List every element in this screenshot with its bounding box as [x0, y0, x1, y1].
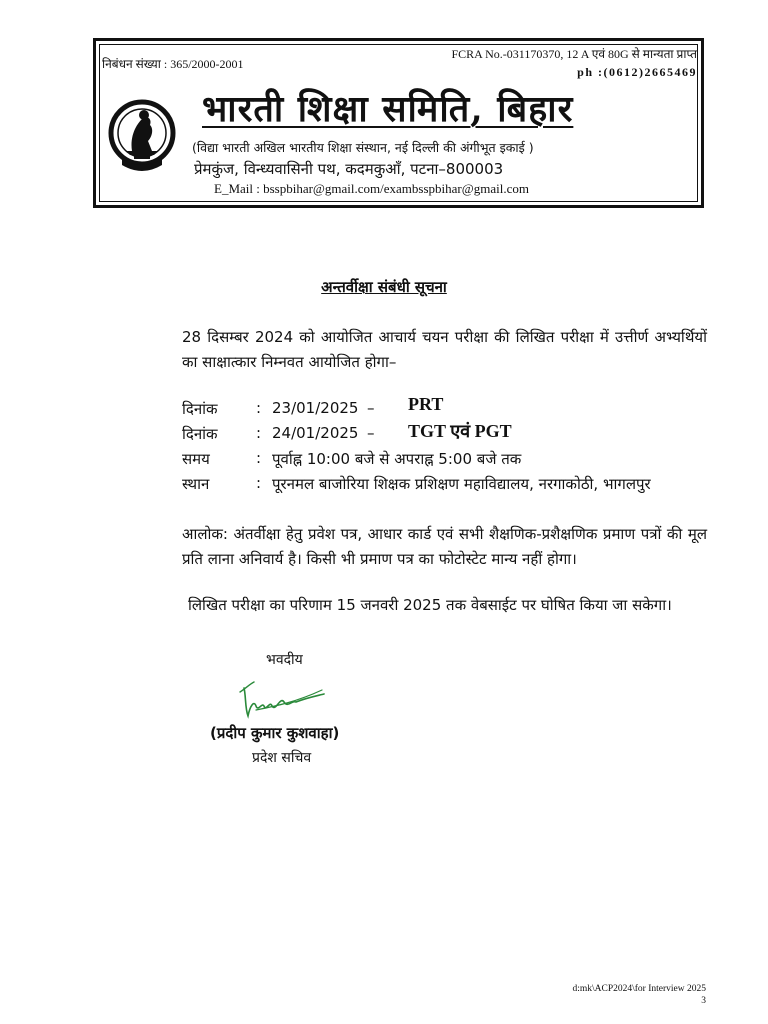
- letterhead: [93, 38, 704, 208]
- schedule-dash: –: [367, 399, 375, 417]
- schedule-label: दिनांक: [182, 400, 218, 418]
- signatory-designation: प्रदेश सचिव: [252, 750, 312, 766]
- schedule-colon: :: [256, 474, 262, 492]
- schedule-date: 23/01/2025: [272, 399, 359, 417]
- phone-number: ph :(0612)2665469: [577, 65, 697, 79]
- registration-number: निबंधन संख्या : 365/2000-2001: [102, 57, 244, 71]
- notice-title: [0, 277, 768, 297]
- page-number: 3: [701, 996, 706, 1006]
- schedule-dash: –: [367, 424, 375, 442]
- file-path: d:mk\ACP2024\for Interview 2025: [572, 984, 706, 994]
- schedule-colon: :: [256, 449, 262, 467]
- schedule-time: पूर्वाह्न 10:00 बजे से अपराह्न 5:00 बजे तक: [272, 450, 522, 468]
- notice-title-text: अन्तर्वीक्षा संबंधी सूचना: [321, 278, 447, 296]
- organization-name: भारती शिक्षा समिति, बिहार: [202, 88, 574, 130]
- schedule-label: दिनांक: [182, 425, 218, 443]
- address-line: प्रेमकुंज, विन्ध्यवासिनी पथ, कदमकुआँ, पटना–800003: [194, 160, 504, 178]
- schedule-colon: :: [256, 399, 262, 417]
- result-note: लिखित परीक्षा का परिणाम 15 जनवरी 2025 तक वेबसाईट पर घोषित किया जा सकेगा।: [188, 596, 672, 614]
- closing-salutation: भवदीय: [266, 652, 303, 668]
- email-line: E_Mail : bsspbihar@gmail.com/exambsspbihar@gmail.com: [214, 181, 529, 196]
- schedule-label: स्थान: [182, 475, 210, 493]
- affiliation-line: (विद्या भारती अखिल भारतीय शिक्षा संस्थान, नई दिल्ली की अंगीभूत इकाई ): [192, 140, 534, 155]
- schedule-category: PRT: [408, 394, 444, 414]
- schedule-category: TGT एवं PGT: [408, 421, 512, 441]
- handwritten-signature: [236, 666, 328, 724]
- signatory-name: (प्रदीप कुमार कुशवाहा): [210, 724, 340, 742]
- organization-emblem-logo: [108, 93, 176, 179]
- schedule-date: 24/01/2025: [272, 424, 359, 442]
- fcra-number: FCRA No.-031170370, 12 A एवं 80G से मान्यता प्राप्त: [451, 47, 697, 61]
- intro-paragraph: 28 दिसम्बर 2024 को आयोजित आचार्य चयन परीक्षा की लिखित परीक्षा में उत्तीर्ण अभ्यर्थियों का साक्षात्कार निम्नवत आयोजित होगा–: [182, 328, 707, 371]
- schedule-colon: :: [256, 424, 262, 442]
- schedule-label: समय: [182, 450, 210, 468]
- file-reference: [572, 983, 706, 1007]
- documents-note: आलोक: अंतर्वीक्षा हेतु प्रवेश पत्र, आधार कार्ड एवं सभी शैक्षणिक-प्रशैक्षणिक प्रमाण पत्रों की मूल प्रति लाना अनिवार्य है। किसी भी प्रमाण पत्र का फोटोस्टेट मान्य नहीं होगा।: [182, 525, 707, 568]
- schedule-venue: पूरनमल बाजोरिया शिक्षक प्रशिक्षण महाविद्यालय, नरगाकोठी, भागलपुर: [272, 475, 651, 493]
